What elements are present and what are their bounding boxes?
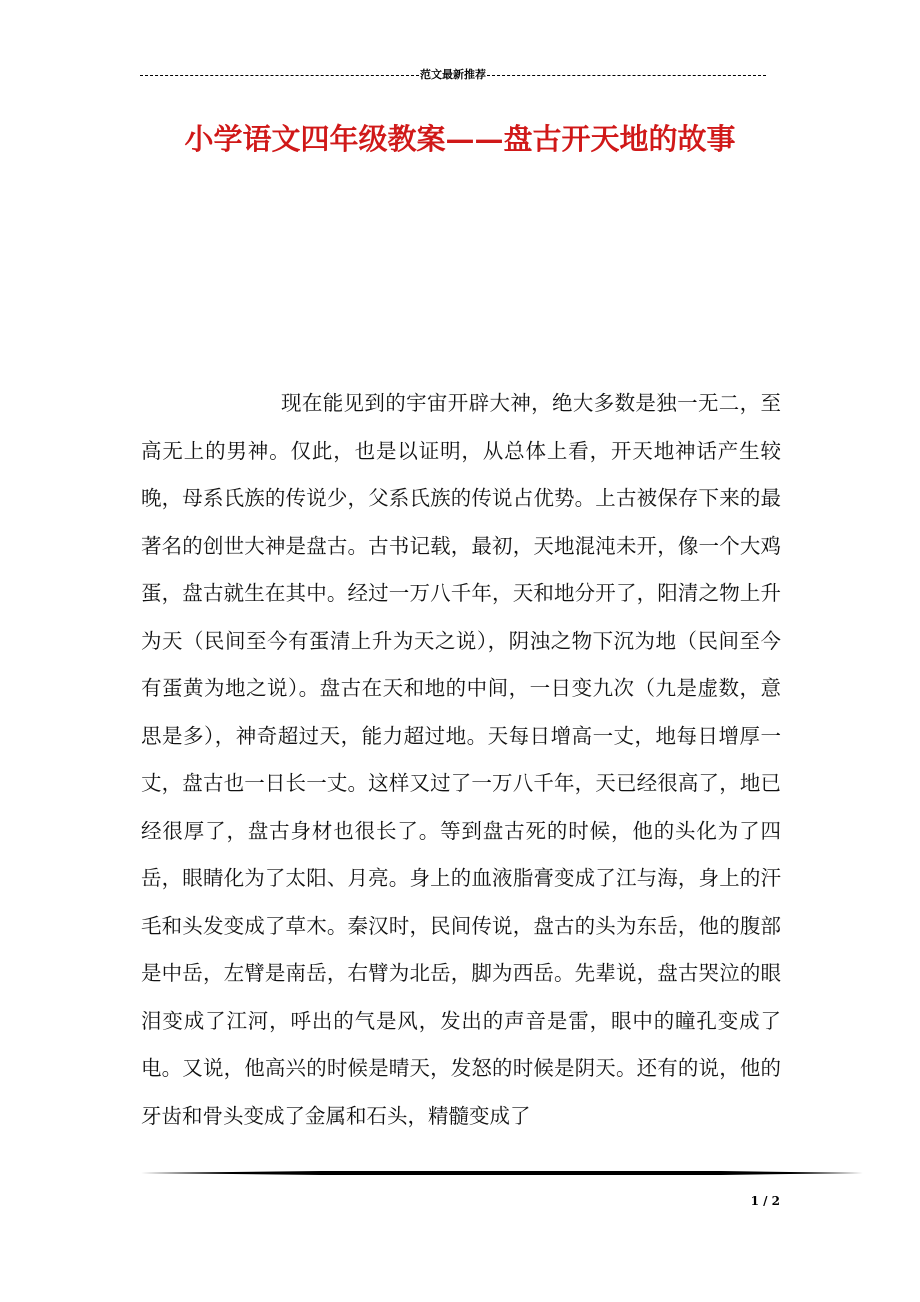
footer-rule-shape bbox=[141, 1171, 863, 1175]
page-number: 1 / 2 bbox=[750, 1194, 780, 1208]
header-label: 范文最新推荐 bbox=[420, 68, 486, 81]
header-dash-right bbox=[487, 75, 766, 76]
document-title: 小学语文四年级教案——盘古开天地的故事 bbox=[184, 122, 736, 156]
body-paragraph: 现在能见到的宇宙开辟大神，绝大多数是独一无二，至高无上的男神。仅此，也是以证明，从总体上看，开天地神话产生较晚，母系氏族的传说少，父系氏族的传说占优势。上古被保存下来的最著名的创世大神是盘古。古书记载，最初，天地混沌未开，像一个大鸡蛋，盘古就生在其中。经过一万八千年，天和地分开了，阳清之物上升为天（民间至今有蛋清上升为天之说），阴浊之物下沉为地（民间至今有蛋黄为地之说）。盘古在天和地的中间，一日变九次（九是虚数，意思是多），神奇超过天，能力超过地。天每日增高一丈，地每日增厚一丈，盘古也一日长一丈。这样又过了一万八千年，天已经很高了，地已经很厚了，盘古身材也很长了。等到盘古死的时候，他的头化为了四岳，眼睛化为了太阳、月亮。身上的血液脂膏变成了江与海，身上的汗毛和头发变成了草木。秦汉时，民间传说，盘古的头为东岳，他的腹部是中岳，左臂是南岳，右臂为北岳，脚为西岳。先辈说，盘古哭泣的眼泪变成了江河，呼出的气是风，发出的声音是雷，眼中的瞳孔变成了电。又说，他高兴的时候是晴天，发怒的时候是阴天。还有的说，他的牙齿和骨头变成了金属和石头，精髓变成了 bbox=[141, 391, 781, 1128]
header-dash-left bbox=[140, 75, 419, 76]
page-header bbox=[140, 68, 766, 82]
footer-rule bbox=[141, 1170, 863, 1176]
